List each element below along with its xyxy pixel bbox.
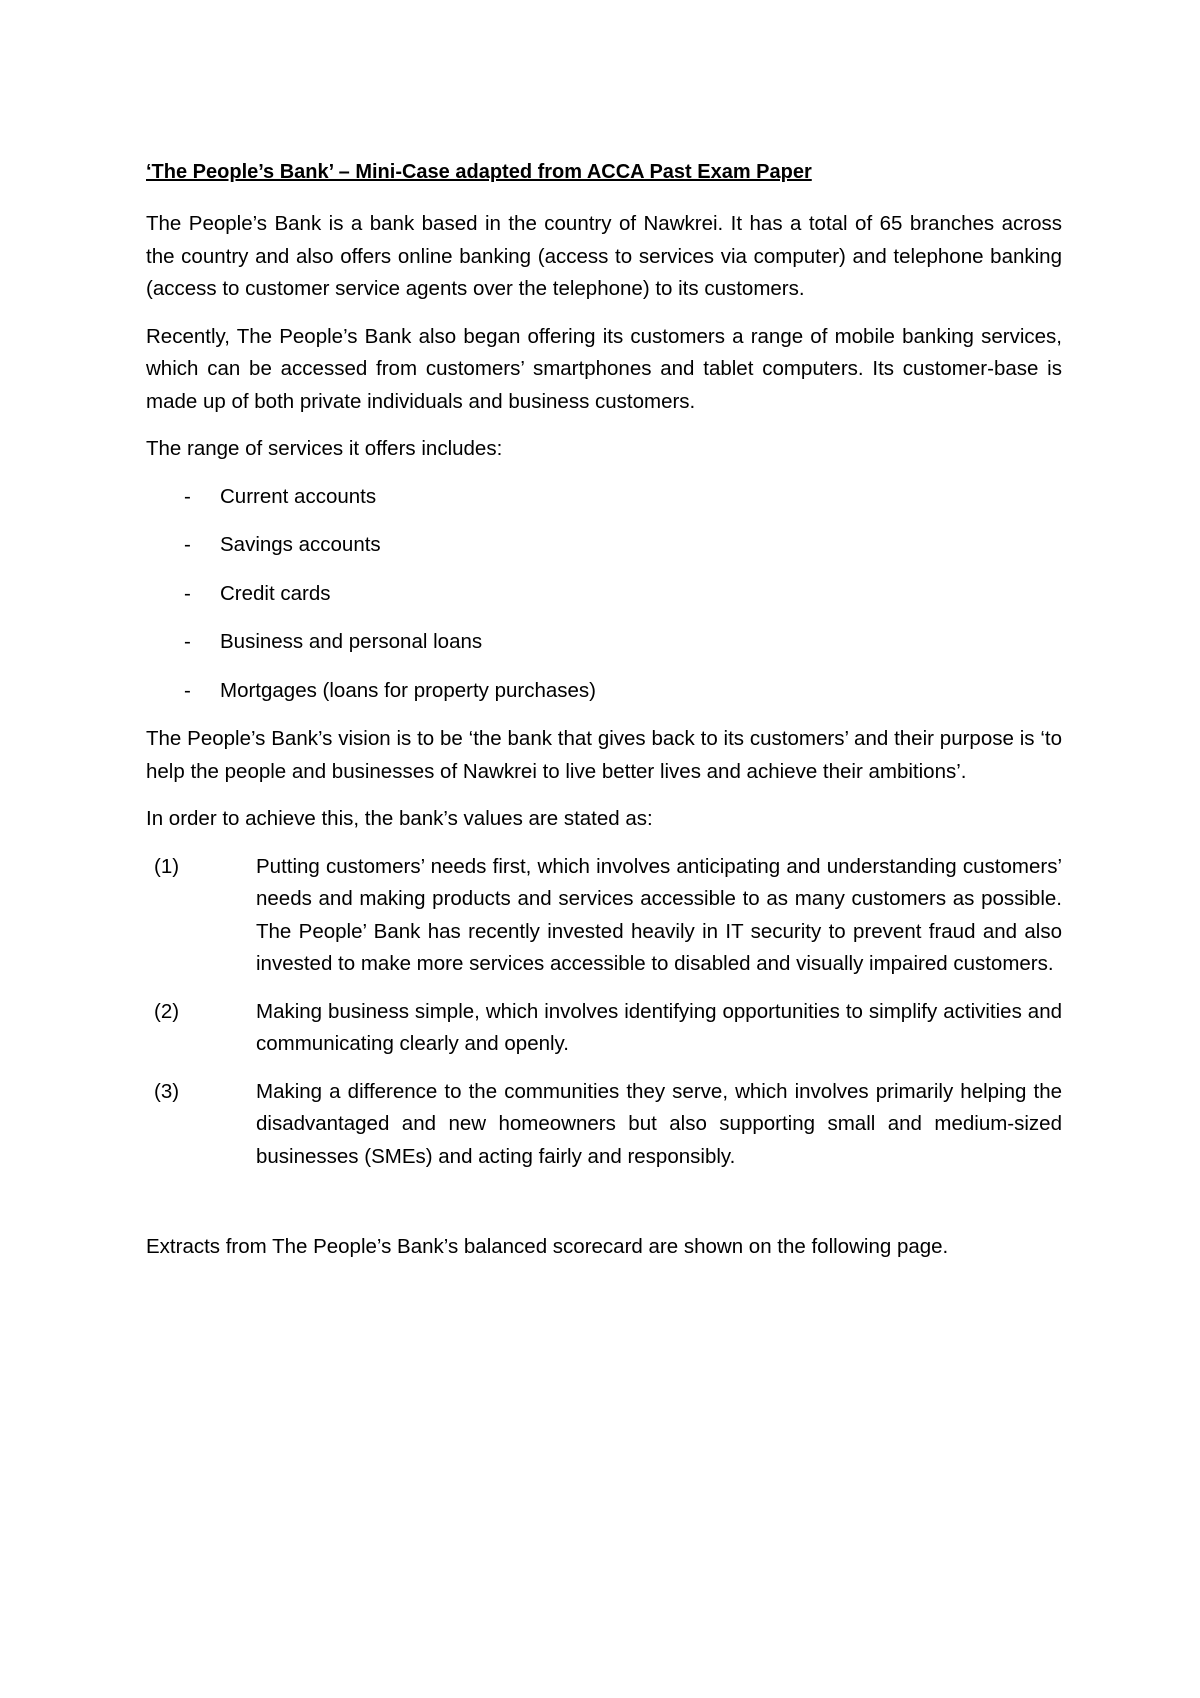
mobile-banking-paragraph: Recently, The People’s Bank also began offering its customers a range of mobile banking services, which can be accessed from customers’ smartphones and tablet computers. Its customer-base is made up of both private individuals and business customers. (146, 324, 1062, 413)
service-label: Credit cards (220, 581, 331, 605)
bullet-marker: - (184, 484, 191, 508)
value-text: Putting customers’ needs first, which involves anticipating and understanding customers’ needs and making products and services accessible to as many customers as possible. The People’ Bank has recently invested heavily in IT security to prevent fraud and also invested to make more services accessible to disabled and visually impaired customers. (256, 854, 1062, 975)
closing-paragraph: Extracts from The People’s Bank’s balanced scorecard are shown on the following page. (146, 1235, 949, 1258)
services-list (146, 481, 1062, 708)
service-label: Current accounts (220, 484, 377, 508)
document-page (146, 158, 1062, 1264)
list-item (146, 996, 1062, 1061)
list-item (146, 578, 1062, 611)
bullet-marker: - (184, 678, 191, 702)
list-item (146, 1076, 1062, 1174)
value-number: (2) (154, 999, 180, 1023)
list-item (146, 851, 1062, 981)
vision-paragraph: The People’s Bank’s vision is to be ‘the bank that gives back to its customers’ and their purpose is ‘to help the people and businesses of Nawkrei to live better lives and achieve their ambitions’. (146, 727, 1062, 783)
services-intro: The range of services it offers includes: (146, 437, 503, 460)
document-title: ‘The People’s Bank’ – Mini-Case adapted from ACCA Past Exam Paper (146, 161, 812, 183)
list-item (146, 626, 1062, 659)
service-label: Savings accounts (220, 533, 381, 556)
values-intro: In order to achieve this, the bank’s values are stated as: (146, 807, 653, 830)
service-label: Mortgages (loans for property purchases) (220, 678, 597, 702)
service-label: Business and personal loans (220, 630, 483, 653)
value-text: Making business simple, which involves identifying opportunities to simplify activities and communicating clearly and openly. (256, 999, 1062, 1055)
values-list (146, 851, 1062, 1174)
bullet-marker: - (184, 533, 191, 556)
value-number: (1) (154, 854, 180, 878)
bullet-marker: - (184, 630, 191, 653)
value-number: (3) (154, 1079, 180, 1103)
list-item (146, 675, 1062, 708)
intro-paragraph: The People’s Bank is a bank based in the country of Nawkrei. It has a total of 65 branches across the country and also offers online banking (access to services via computer) and telephone banking (access to customer service agents over the telephone) to its customers. (146, 212, 1062, 300)
value-text: Making a difference to the communities they serve, which involves primarily helping the disadvantaged and new homeowners but also supporting small and medium-sized businesses (SMEs) and acting fairly and responsibly. (256, 1079, 1062, 1168)
bullet-marker: - (184, 581, 191, 605)
list-item (146, 481, 1062, 514)
list-item (146, 529, 1062, 562)
